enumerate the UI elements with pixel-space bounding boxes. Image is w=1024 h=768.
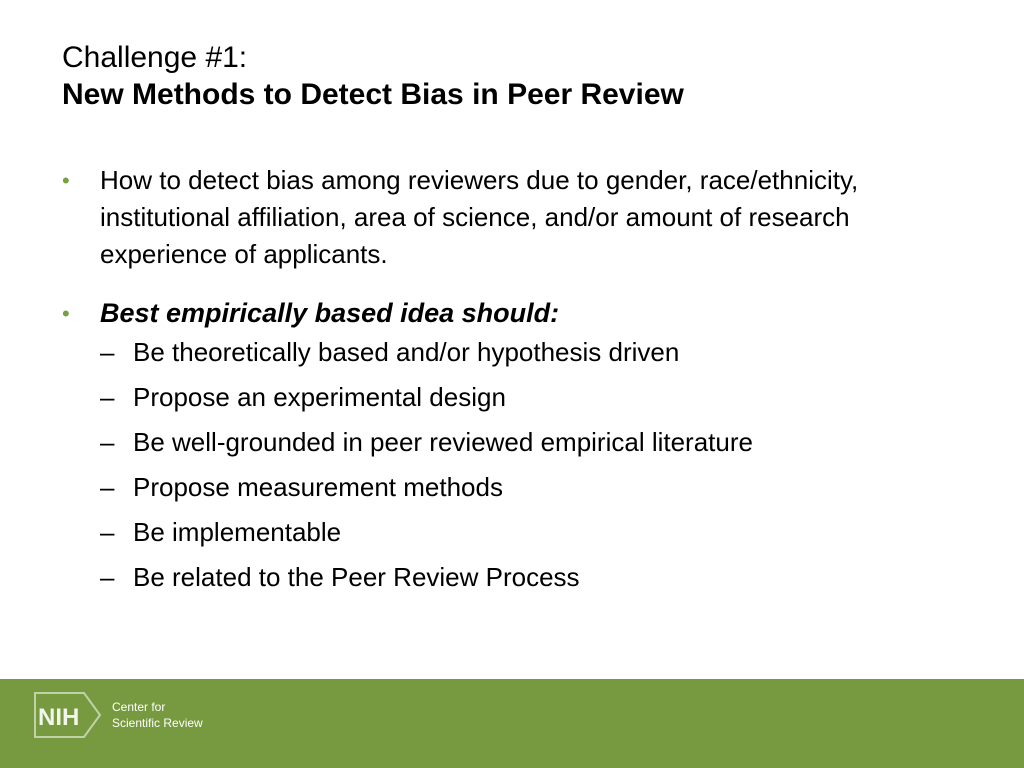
footer-bar [0,679,1024,768]
sub-bullet-item [62,382,962,412]
sub-bullet-marker: – [100,562,115,592]
sub-bullet-marker: – [100,427,115,457]
sub-bullet-marker: – [100,517,115,547]
sub-bullet-marker: – [100,337,115,367]
bullet-marker: • [62,168,70,193]
nih-logo-icon [32,690,104,740]
bullet-text: Best empirically based idea should: [100,298,560,328]
sub-bullet-item [62,472,962,502]
sub-bullet-marker: – [100,382,115,412]
sub-bullet-text: Propose an experimental design [133,382,506,412]
sub-bullet-item [62,517,962,547]
sub-bullet-text: Be implementable [133,517,342,547]
nih-logo-letters: NIH [38,704,80,731]
sub-bullet-list [62,337,962,592]
bullet-text: How to detect bias among reviewers due to gender, race/ethnicity, institutional affiliation, area of science, and/or amount of research experience of applicants. [100,165,859,269]
nih-csr-logo [32,690,203,740]
sub-bullet-item [62,427,962,457]
sub-bullet-item [62,337,962,367]
bullet-marker: • [62,301,70,326]
bullet-item [62,295,962,332]
org-name-line2: Scientific Review [112,716,203,730]
sub-bullet-text: Be well-grounded in peer reviewed empirical literature [133,427,753,457]
sub-bullet-text: Be theoretically based and/or hypothesis driven [133,337,680,367]
org-name [112,699,203,731]
bullet-item [62,162,962,273]
sub-bullet-marker: – [100,472,115,502]
sub-bullet-text: Propose measurement methods [133,472,503,502]
title-challenge-number: Challenge #1: [62,41,248,74]
slide-title [62,40,684,114]
title-heading: New Methods to Detect Bias in Peer Review [62,78,684,111]
bullet-list [62,162,962,607]
org-name-line1: Center for [112,700,166,714]
sub-bullet-text: Be related to the Peer Review Process [133,562,580,592]
sub-bullet-item [62,562,962,592]
